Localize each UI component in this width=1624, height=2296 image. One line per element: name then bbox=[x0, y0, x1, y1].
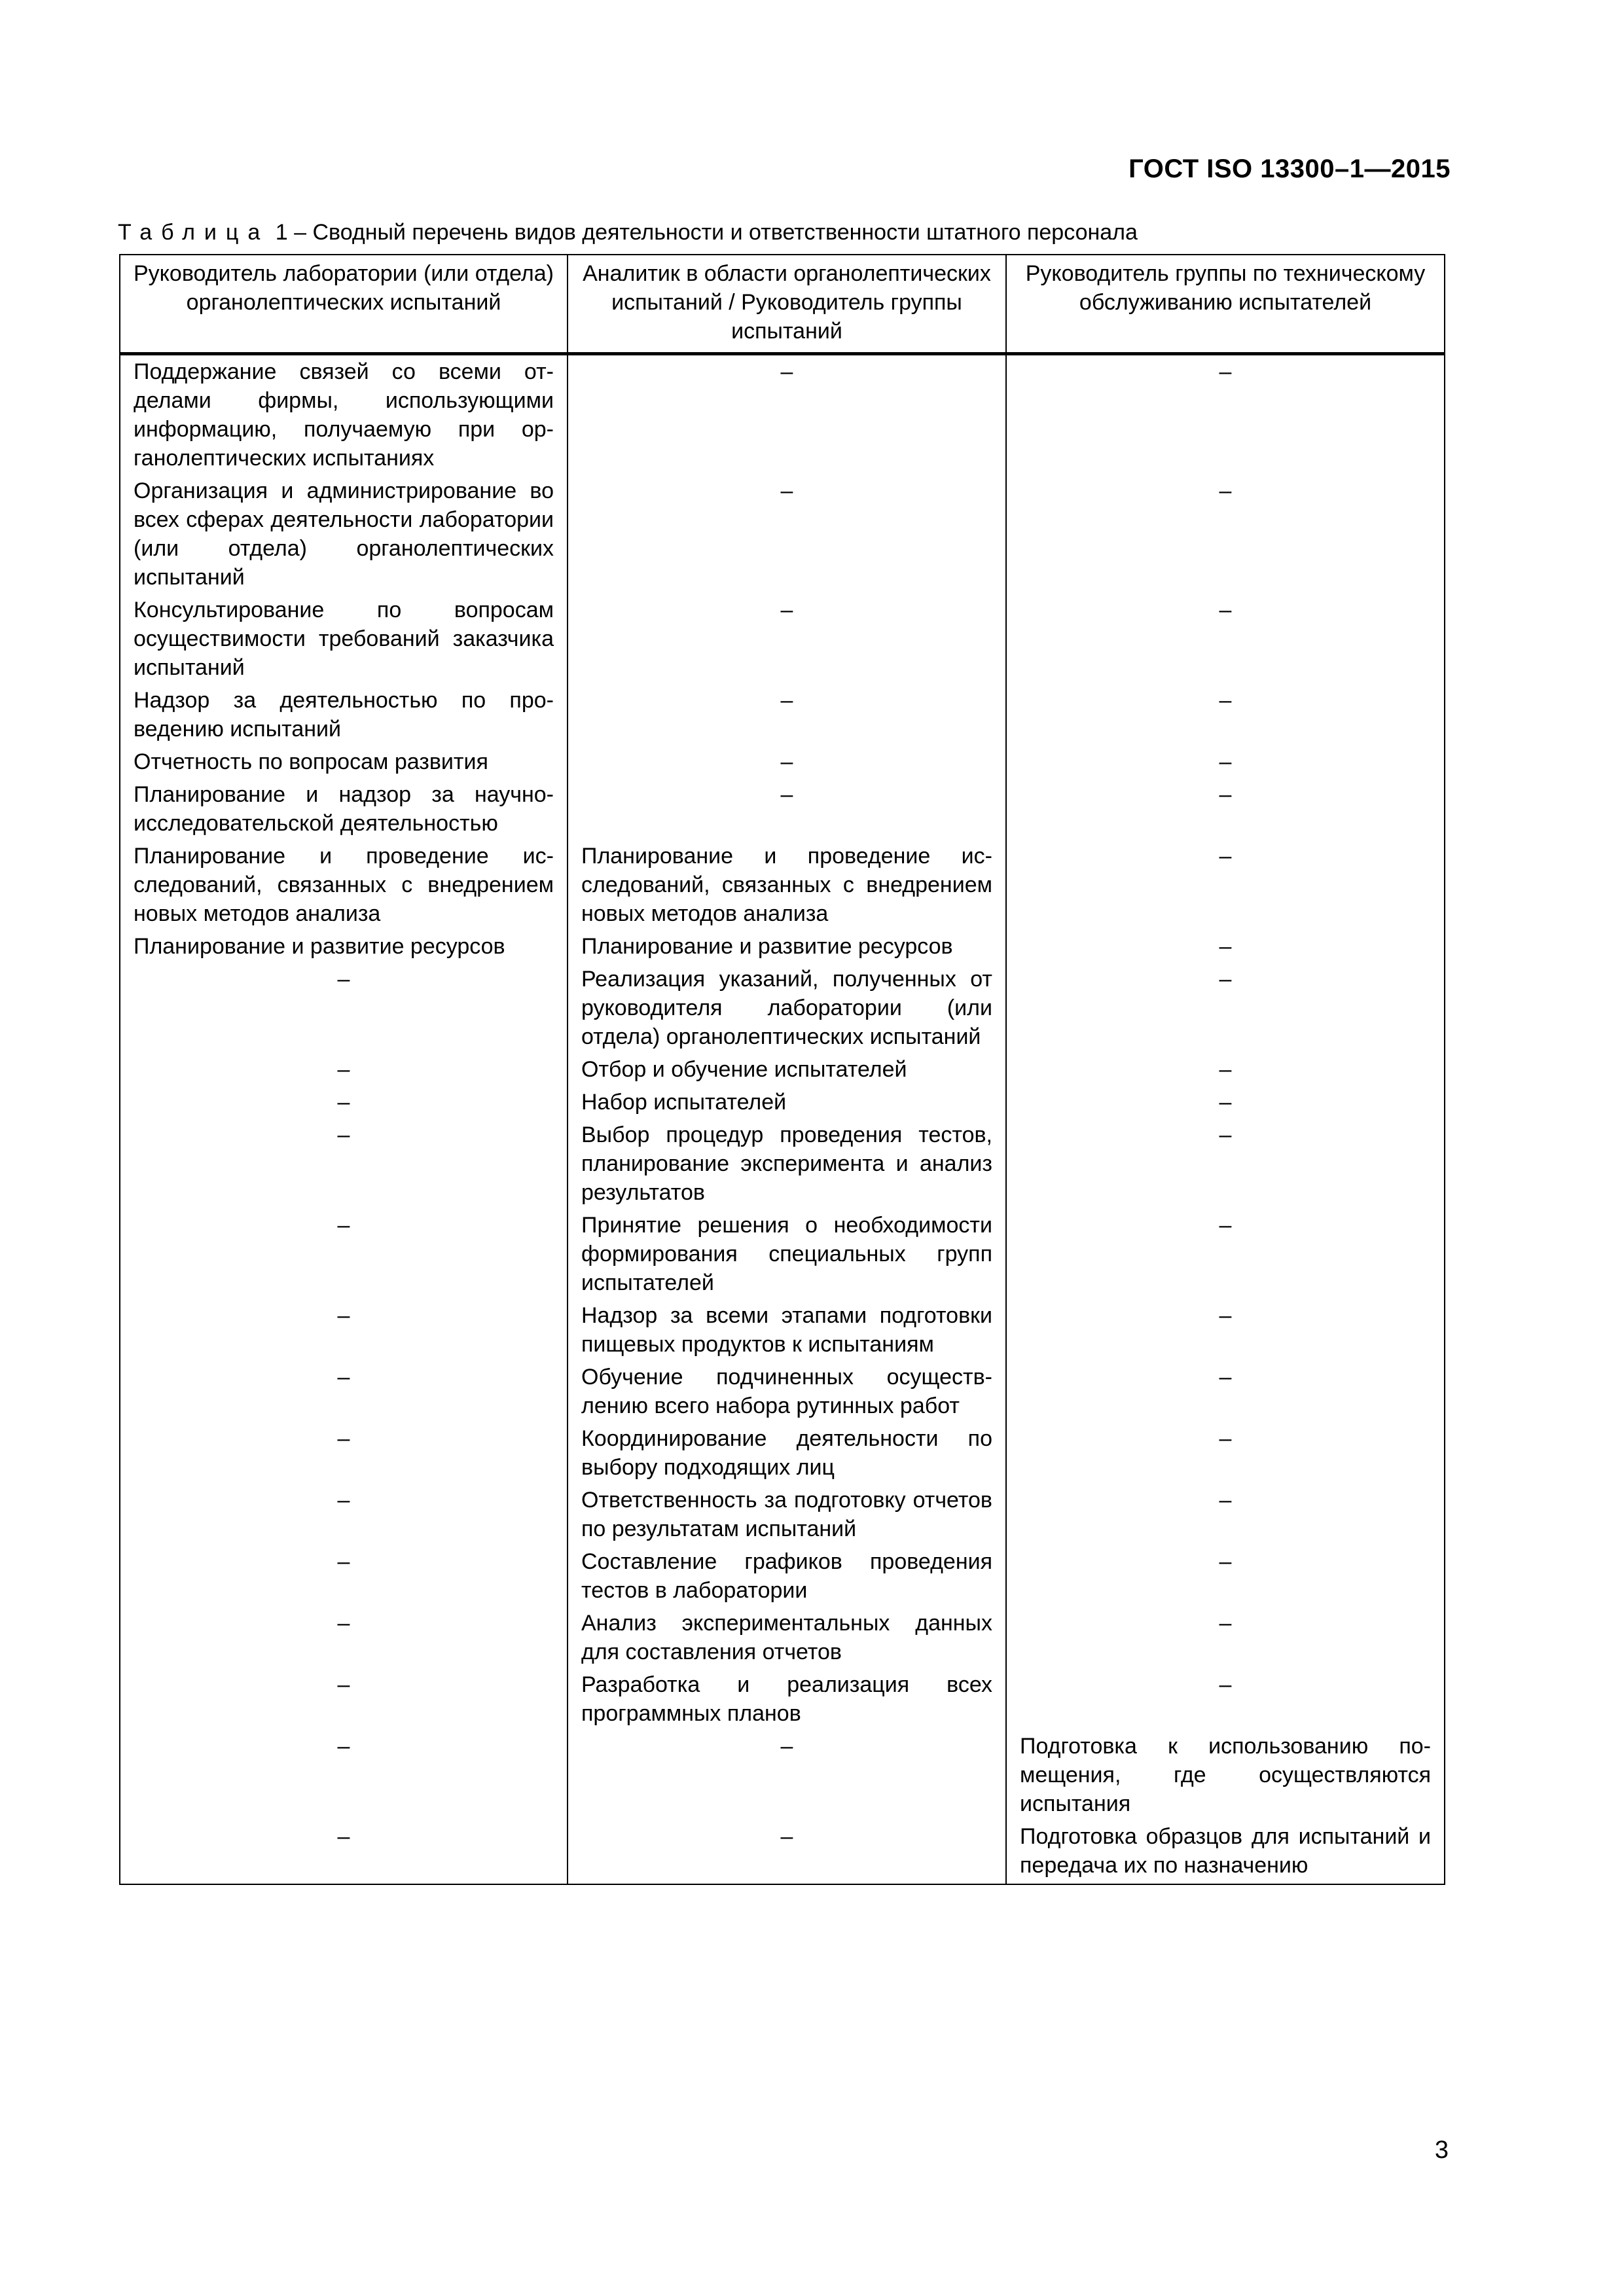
table-cell: – bbox=[568, 594, 1006, 684]
table-cell: Отчетность по вопросам развития bbox=[120, 745, 568, 778]
table-cell: – bbox=[120, 1607, 568, 1668]
table-header-row bbox=[120, 255, 1445, 354]
table-cell: – bbox=[120, 1820, 568, 1884]
table-cell: Планирование и проведение исследований, связанных с внедрением новых методов анализа bbox=[568, 840, 1006, 930]
table-cell: – bbox=[120, 963, 568, 1053]
table-cell: – bbox=[120, 1086, 568, 1119]
table-row bbox=[120, 1361, 1445, 1422]
table-cell: – bbox=[1006, 963, 1445, 1053]
table-cell: Организация и администрирование во всех сферах деятельности лаборатории (или отдела) органолептических испытаний bbox=[120, 475, 568, 594]
table-cell: – bbox=[1006, 930, 1445, 963]
table-cell: – bbox=[120, 1545, 568, 1607]
table-row bbox=[120, 1299, 1445, 1361]
table-cell: – bbox=[1006, 1484, 1445, 1545]
table-cell: Обучение подчиненных осуществлению всего набора рутинных работ bbox=[568, 1361, 1006, 1422]
table-cell: Выбор процедур проведения тестов, планирование эксперимента и анализ результатов bbox=[568, 1119, 1006, 1209]
page-number: 3 bbox=[1434, 2136, 1449, 2164]
table-cell: – bbox=[568, 778, 1006, 840]
table-cell: Планирование и надзор за научно-исследовательской деятельностью bbox=[120, 778, 568, 840]
table-row bbox=[120, 1545, 1445, 1607]
table-row bbox=[120, 1422, 1445, 1484]
column-header-lab-head: Руководитель лаборатории (или отдела) органолептических испытаний bbox=[120, 255, 568, 354]
column-header-panel-supervisor: Руководитель группы по техническому обслуживанию испытателей bbox=[1006, 255, 1445, 354]
table-cell: Координирование деятельности по выбору подходящих лиц bbox=[568, 1422, 1006, 1484]
table-row bbox=[120, 1053, 1445, 1086]
table-cell: – bbox=[1006, 1209, 1445, 1299]
table-cell: – bbox=[568, 475, 1006, 594]
table-cell: – bbox=[120, 1119, 568, 1209]
table-caption bbox=[118, 220, 1138, 245]
table-cell: – bbox=[1006, 684, 1445, 745]
table-cell: – bbox=[120, 1730, 568, 1820]
table-cell: Планирование и развитие ресурсов bbox=[568, 930, 1006, 963]
table-row bbox=[120, 1668, 1445, 1730]
table-row bbox=[120, 778, 1445, 840]
table-cell: Разработка и реализация всех программных планов bbox=[568, 1668, 1006, 1730]
table-cell: Консультирование по вопросам осуществимости требований заказчика испытаний bbox=[120, 594, 568, 684]
table-cell: Отбор и обучение испытателей bbox=[568, 1053, 1006, 1086]
table-cell: – bbox=[1006, 1422, 1445, 1484]
table-cell: – bbox=[120, 1422, 568, 1484]
table-row bbox=[120, 1119, 1445, 1209]
table-row bbox=[120, 1484, 1445, 1545]
table-caption-label: Таблица bbox=[118, 220, 270, 245]
table-cell: Поддержание связей со всеми отделами фирмы, использующими информацию, получаемую при органолептических испытаниях bbox=[120, 354, 568, 475]
table-cell: – bbox=[120, 1484, 568, 1545]
table-cell: – bbox=[120, 1299, 568, 1361]
table-row bbox=[120, 1607, 1445, 1668]
table-cell: – bbox=[1006, 1119, 1445, 1209]
table-row bbox=[120, 963, 1445, 1053]
table-row bbox=[120, 1086, 1445, 1119]
table-cell: – bbox=[1006, 475, 1445, 594]
table-cell: – bbox=[1006, 1361, 1445, 1422]
table-cell: – bbox=[1006, 745, 1445, 778]
table-cell: – bbox=[568, 1730, 1006, 1820]
table-cell: Надзор за всеми этапами подготовки пищевых продуктов к испытаниям bbox=[568, 1299, 1006, 1361]
table-cell: Анализ экспериментальных данных для составления отчетов bbox=[568, 1607, 1006, 1668]
table-cell: – bbox=[120, 1361, 568, 1422]
table-cell: – bbox=[568, 684, 1006, 745]
table-cell: Реализация указаний, полученных от руководителя лаборатории (или отдела) органолептических испытаний bbox=[568, 963, 1006, 1053]
table-cell: Набор испытателей bbox=[568, 1086, 1006, 1119]
table-row bbox=[120, 475, 1445, 594]
table-row bbox=[120, 930, 1445, 963]
table-cell: Надзор за деятельностью по проведению испытаний bbox=[120, 684, 568, 745]
table-cell: – bbox=[1006, 1668, 1445, 1730]
table-cell: – bbox=[568, 1820, 1006, 1884]
table-row bbox=[120, 745, 1445, 778]
table-cell: – bbox=[1006, 1545, 1445, 1607]
document-header-id: ГОСТ ISO 13300–1—2015 bbox=[1128, 154, 1451, 183]
responsibilities-table bbox=[119, 254, 1445, 1885]
table-cell: – bbox=[568, 745, 1006, 778]
table-cell: – bbox=[120, 1668, 568, 1730]
table-cell: – bbox=[1006, 1607, 1445, 1668]
table-cell: – bbox=[1006, 354, 1445, 475]
column-header-analyst: Аналитик в области органолептических испытаний / Руководитель группы испытаний bbox=[568, 255, 1006, 354]
table-row bbox=[120, 354, 1445, 475]
table-cell: – bbox=[1006, 1086, 1445, 1119]
table-cell: – bbox=[568, 354, 1006, 475]
table-cell: – bbox=[120, 1209, 568, 1299]
table-cell: Подготовка образцов для испытаний и передача их по назначению bbox=[1006, 1820, 1445, 1884]
table-caption-text: 1 – Сводный перечень видов деятельности и ответственности штатного персонала bbox=[269, 220, 1138, 245]
table-cell: Ответственность за подготовку отчетов по результатам испытаний bbox=[568, 1484, 1006, 1545]
table-row bbox=[120, 594, 1445, 684]
table-cell: – bbox=[120, 1053, 568, 1086]
table-cell: Подготовка к использованию помещения, где осуществляются испытания bbox=[1006, 1730, 1445, 1820]
table-cell: Планирование и развитие ресурсов bbox=[120, 930, 568, 963]
table-body bbox=[120, 354, 1445, 1885]
table-row bbox=[120, 1209, 1445, 1299]
table-cell: – bbox=[1006, 840, 1445, 930]
table-row bbox=[120, 684, 1445, 745]
table-row bbox=[120, 1730, 1445, 1820]
table-cell: Составление графиков проведения тестов в лаборатории bbox=[568, 1545, 1006, 1607]
table-cell: – bbox=[1006, 594, 1445, 684]
table-row bbox=[120, 1820, 1445, 1884]
table-cell: Планирование и проведение исследований, связанных с внедрением новых методов анализа bbox=[120, 840, 568, 930]
table-cell: – bbox=[1006, 778, 1445, 840]
table-cell: – bbox=[1006, 1053, 1445, 1086]
table-row bbox=[120, 840, 1445, 930]
table-cell: – bbox=[1006, 1299, 1445, 1361]
table-cell: Принятие решения о необходимости формирования специальных групп испытателей bbox=[568, 1209, 1006, 1299]
